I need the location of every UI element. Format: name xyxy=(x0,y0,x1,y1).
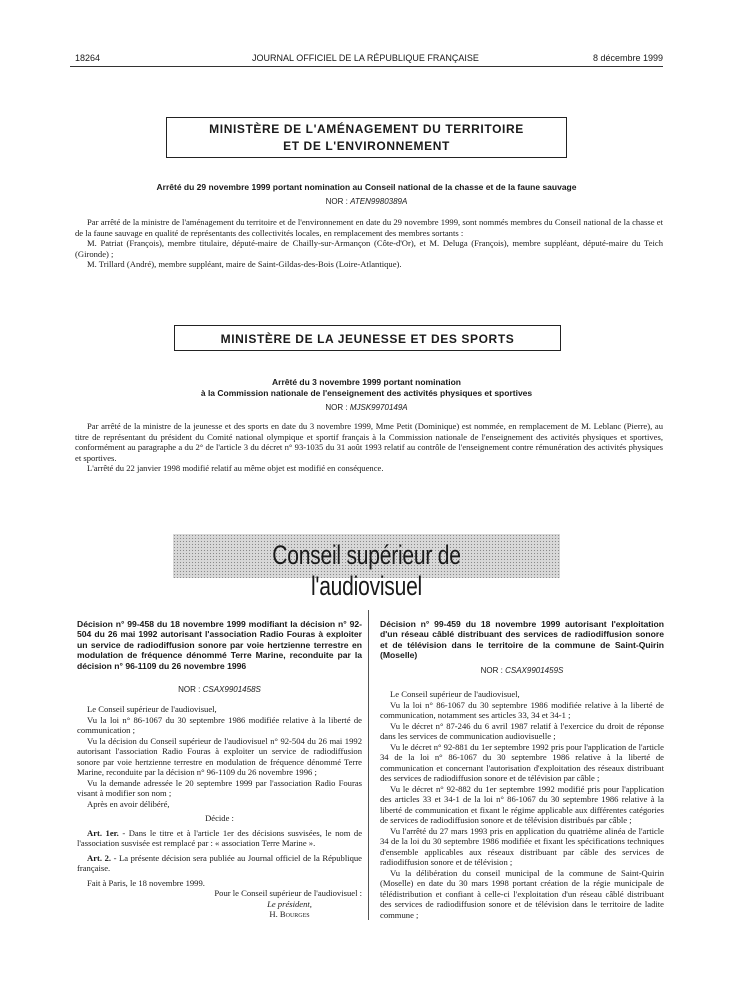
decree-paragraph: Par arrêté de la ministre de la jeunesse et des sports en date du 3 novembre 1999, Mme Petit (Dominique) est nommée, en remplacement de M. Leblanc (Pierre), au titre de représentant du président du Comité national olympique et sportif français à la Commission nationale de l'enseignement des activités physiques et sportives, conformément au paragraphe a du 2° de l'article 3 du décret n° 93-1035 du 31 août 1993 relatif au contrôle de l'enseignement contre rémunération des activités physiques et sportives. xyxy=(75,421,663,463)
issue-date: 8 décembre 1999 xyxy=(592,53,663,63)
decision-body-right xyxy=(380,689,664,920)
decision-paragraph: Vu la loi n° 86-1067 du 30 septembre 1986 modifiée relative à la liberté de communication, notamment ses articles 33, 34 et 34-1 ; xyxy=(380,699,664,720)
signature-title: Le président, xyxy=(267,898,312,909)
nor-reference-left xyxy=(77,685,362,694)
article-text: - Dans le titre et à l'article 1er des décisions susvisées, le nom de l'association susvisée est remplacé par : « association Terre Marine ». xyxy=(77,827,363,848)
nor-label: NOR : xyxy=(325,197,348,206)
decision-body-left xyxy=(77,704,362,920)
decree-body-2 xyxy=(75,421,663,474)
nor-reference-2 xyxy=(70,403,663,412)
decision-paragraph: Le Conseil supérieur de l'audiovisuel, xyxy=(87,704,217,714)
place-date: Fait à Paris, le 18 novembre 1999. xyxy=(87,877,205,888)
signature-name: H. Bourges xyxy=(269,909,310,919)
ministry-title-line1: MINISTÈRE DE L'AMÉNAGEMENT DU TERRITOIRE xyxy=(209,122,524,136)
decision-paragraph: Vu l'arrêté du 27 mars 1993 pris en application du quatrième alinéa de l'article 34 de la loi du 30 septembre 1986 modifiée et fixant les spécifications techniques d'ensemble applicables aux réseaux distribuant par câble des services de radiodiffusion sonore et de télévision ; xyxy=(380,825,664,867)
decree-title-line: Arrêté du 3 novembre 1999 portant nomination xyxy=(272,377,461,387)
decree-body-1 xyxy=(75,217,663,270)
decision-paragraph: Vu la décision du Conseil supérieur de l'audiovisuel n° 92-504 du 26 mai 1992 autorisant l'association Radio Fouras à exploiter un service de radiodiffusion sonore par voie hertzienne terrestre en modulation de fréquence dénommé Terre Marine, reconduite par la décision n° 96-1109 du 26 novembre 1996 ; xyxy=(77,735,362,777)
decree-paragraph: Par arrêté de la ministre de l'aménagement du territoire et de l'environnement en date du 29 novembre 1999, sont nommés membres du Conseil national de la chasse et de la faune sauvage en qualité de représentants des collectivités locales, en remplacement des membres sortants : xyxy=(75,217,663,238)
header-rule xyxy=(70,66,663,67)
decision-title-right: Décision n° 99-459 du 18 novembre 1999 autorisant l'exploitation d'un réseau câblé distribuant des services de radiodiffusion sonore et de télévision dans le territoire de la commune de Saint-Quirin (Moselle) xyxy=(380,619,664,661)
page-number: 18264 xyxy=(75,53,101,63)
decide-heading: Décide : xyxy=(205,813,234,823)
nor-label: NOR : xyxy=(480,666,503,675)
nor-code: ATEN9980389A xyxy=(350,197,408,206)
article-2 xyxy=(77,853,362,874)
nor-reference-right xyxy=(380,666,664,675)
decree-title-1: Arrêté du 29 novembre 1999 portant nomination au Conseil national de la chasse et de la faune sauvage xyxy=(156,182,577,192)
ministry-box-youth-sports: MINISTÈRE DE LA JEUNESSE ET DES SPORTS xyxy=(174,325,561,351)
decree-paragraph: M. Patriat (François), membre titulaire, député-maire de Chailly-sur-Armançon (Côte-d'Or), et M. Deluga (François), membre suppléant, député-maire du Teich (Gironde) ; xyxy=(75,238,663,259)
decision-paragraph: Vu la loi n° 86-1067 du 30 septembre 1986 modifiée relative à la liberté de communication ; xyxy=(77,714,362,735)
column-divider xyxy=(368,610,369,920)
decision-paragraph: Vu le décret n° 92-882 du 1er septembre 1992 modifié pris pour l'application des articles 33 et 34-1 de la loi n° 86-1067 du 30 septembre 1986 relative à la liberté de communication et fixant le régime applicable aux différentes catégories de services de radiodiffusion sonore et de télévision distribués par câble ; xyxy=(380,783,664,825)
article-1 xyxy=(77,828,362,849)
nor-label: NOR : xyxy=(325,403,348,412)
decree-title-2 xyxy=(70,377,663,399)
decision-paragraph: Vu la délibération du conseil municipal de la commune de Saint-Quirin (Moselle) en date du 30 mars 1998 portant création de la régie municipale de télédistribution et confiant à celle-ci l'exploitation d'un réseau câblé distribuant des services de radiodiffusion sonore et de télévision dans le territoire de ladite commune ; xyxy=(380,867,664,920)
article-text: - La présente décision sera publiée au Journal officiel de la République française. xyxy=(77,852,362,873)
decision-paragraph: Le Conseil supérieur de l'audiovisuel, xyxy=(390,689,520,699)
nor-code: MJSK9970149A xyxy=(349,403,408,412)
nor-label: NOR : xyxy=(178,685,201,694)
article-label: Art. 1er. xyxy=(87,827,119,838)
nor-reference-1 xyxy=(70,197,663,206)
nor-code: CSAX9901458S xyxy=(202,685,261,694)
decree-title-line: à la Commission nationale de l'enseignement des activités physiques et sportives xyxy=(200,388,533,398)
decision-paragraph: Vu le décret n° 87-246 du 6 avril 1987 relatif à l'exercice du droit de réponse dans les services de communication audiovisuelle ; xyxy=(380,720,664,741)
article-label: Art. 2. xyxy=(87,852,112,863)
journal-title: JOURNAL OFFICIEL DE LA RÉPUBLIQUE FRANÇAISE xyxy=(252,53,479,63)
decision-paragraph: Après en avoir délibéré, xyxy=(87,798,170,809)
ministry-title-line2: ET DE L'ENVIRONNEMENT xyxy=(283,139,450,153)
signature-line: Pour le Conseil supérieur de l'audiovisuel : xyxy=(214,888,362,898)
csa-banner xyxy=(173,534,560,601)
banner-title: Conseil supérieur de l'audiovisuel xyxy=(272,540,461,601)
decree-paragraph: M. Trillard (André), membre suppléant, maire de Saint-Gildas-des-Bois (Loire-Atlantique). xyxy=(87,259,402,270)
decision-title-left: Décision n° 99-458 du 18 novembre 1999 modifiant la décision n° 92-504 du 26 mai 1992 autorisant l'association Radio Fouras à exploiter un service de radiodiffusion sonore par voie hertzienne terrestre en modulation de fréquence dénommé Terre Marine, reconduite par la décision n° 96-1109 du 26 novembre 1996 xyxy=(77,619,362,671)
decision-paragraph: Vu le décret n° 92-881 du 1er septembre 1992 pris pour l'application de l'article 34 de la loi n° 86-1067 du 30 septembre 1986 relative à la liberté de communication et concernant l'autorisation d'exploitation des réseaux distribuant des services de radiodiffusion sonore et de télévision par câble ; xyxy=(380,741,664,783)
ministry-box-environment xyxy=(166,117,567,158)
nor-code: CSAX9901459S xyxy=(505,666,564,675)
decision-paragraph: Vu la demande adressée le 20 septembre 1999 par l'association Radio Fouras visant à modifier son nom ; xyxy=(77,777,362,798)
decree-paragraph: L'arrêté du 22 janvier 1998 modifié relatif au même objet est modifié en conséquence. xyxy=(87,463,384,474)
